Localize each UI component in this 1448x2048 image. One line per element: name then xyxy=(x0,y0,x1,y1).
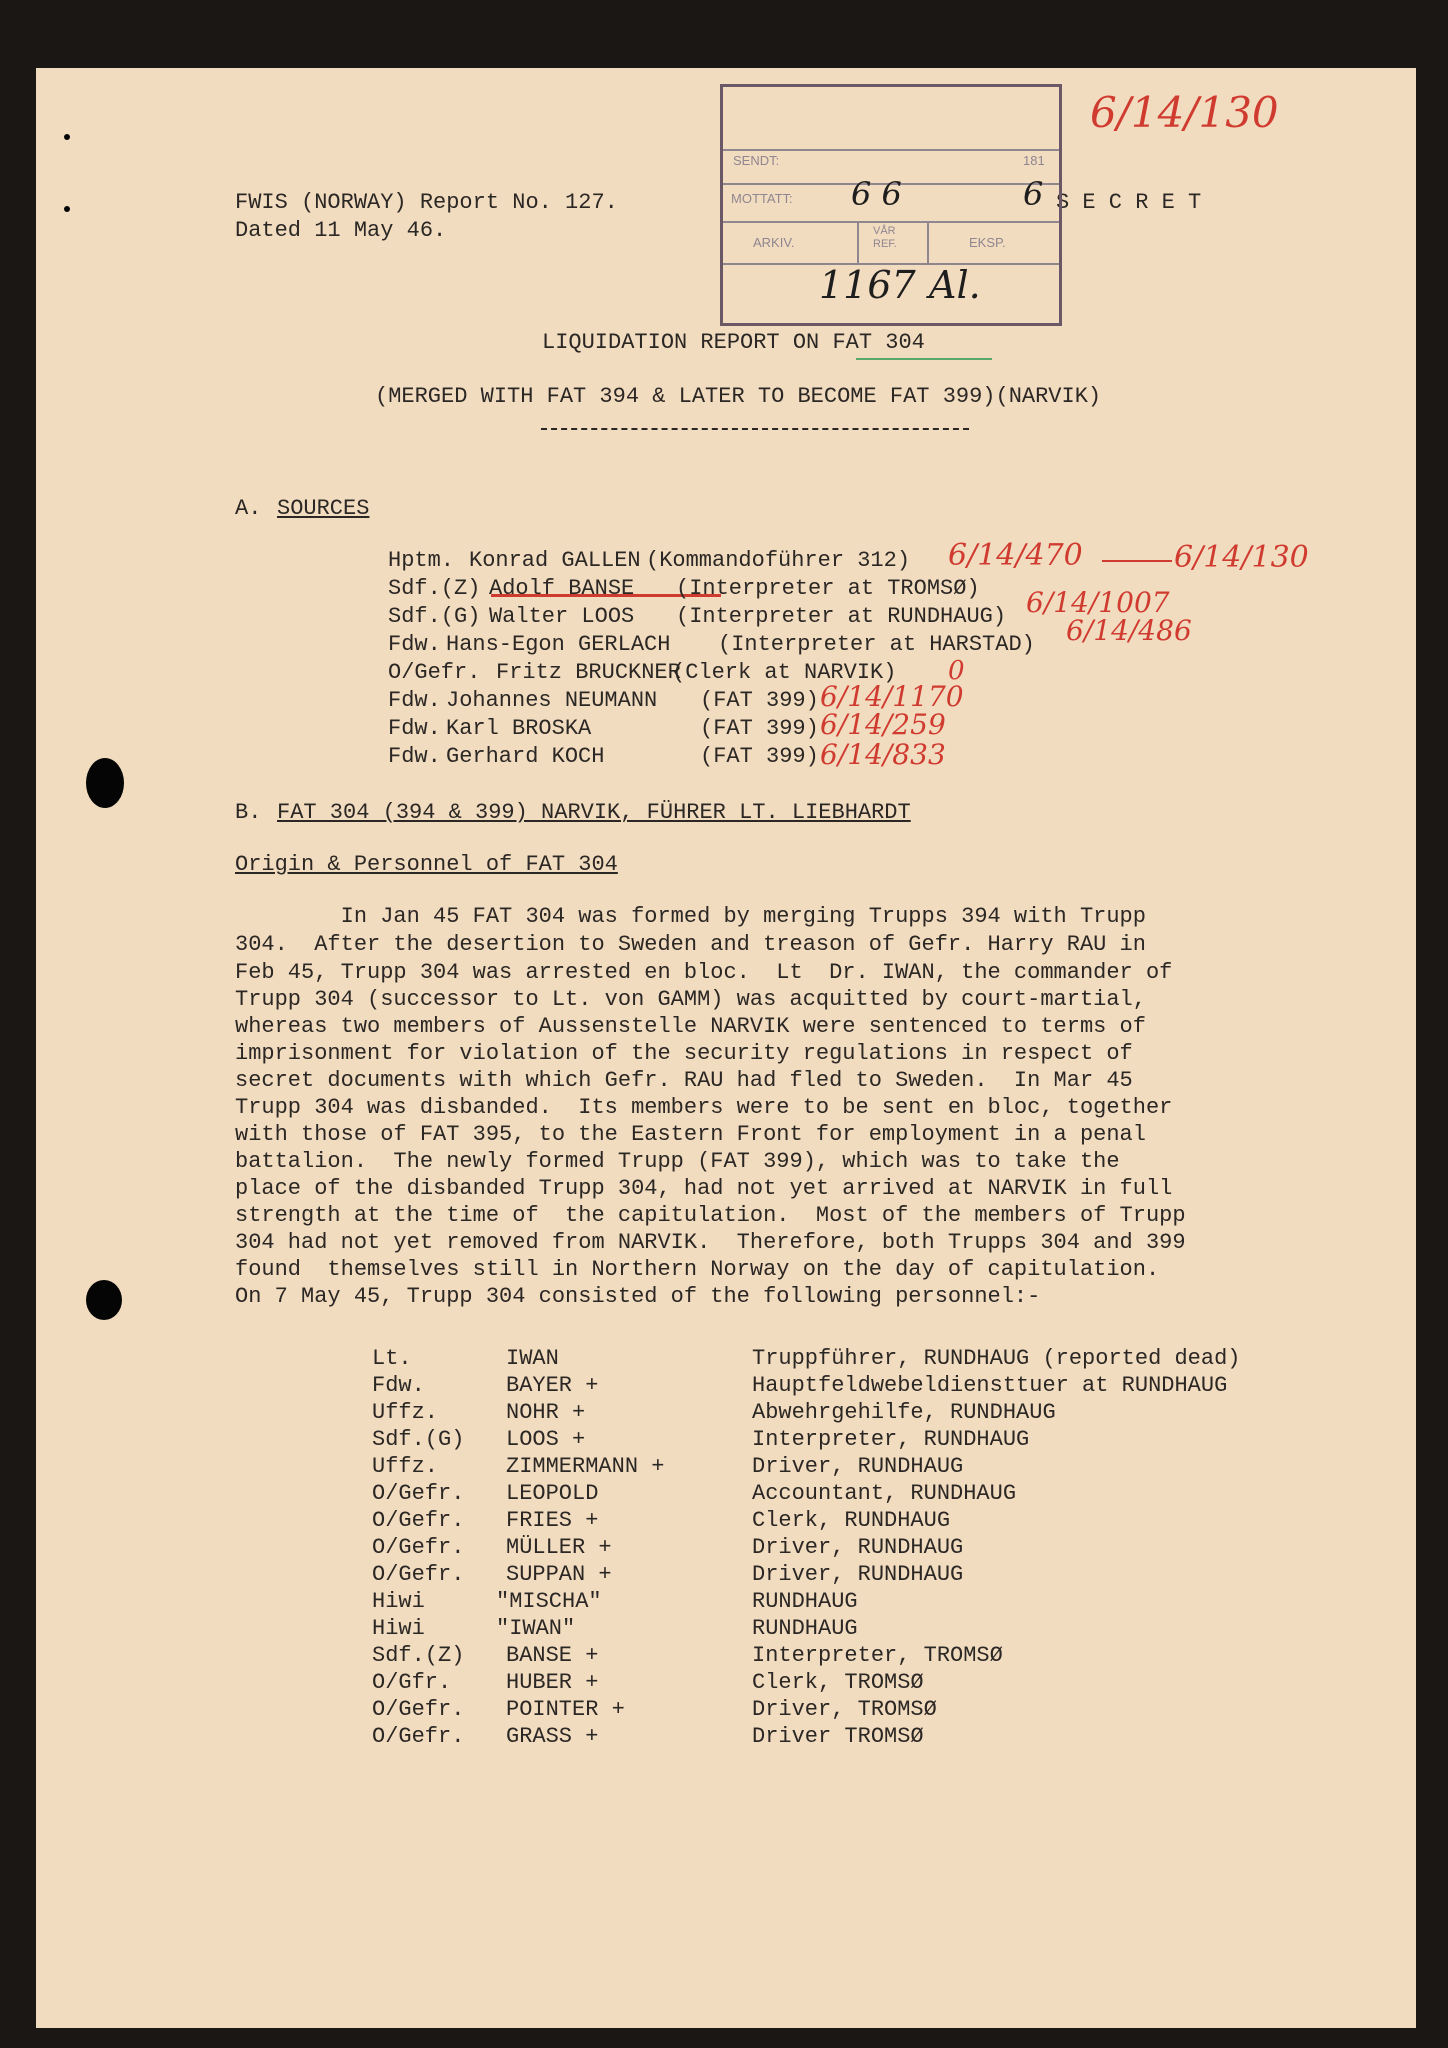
paragraph-line: with those of FAT 395, to the Eastern Front for employment in a penal xyxy=(235,1122,1146,1147)
personnel-rank: Sdf.(Z) xyxy=(372,1643,465,1668)
source-rank: O/Gefr. xyxy=(388,660,481,685)
personnel-rank: O/Gefr. xyxy=(372,1535,465,1560)
paragraph-line: place of the disbanded Trupp 304, had not yet arrived at NARVIK in full xyxy=(235,1176,1173,1201)
classification-label: S E C R E T xyxy=(1056,190,1202,215)
source-file-note: 6/14/259 xyxy=(820,708,946,741)
paragraph-line: strength at the time of the capitulation. Most of the members of Trupp xyxy=(235,1203,1186,1228)
source-rank: Fdw. xyxy=(388,632,441,657)
source-file-note: 6/14/1007 xyxy=(1026,586,1170,619)
paragraph-line: Trupp 304 (successor to Lt. von GAMM) was acquitted by court-martial, xyxy=(235,987,1146,1012)
personnel-name: "MISCHA" xyxy=(496,1589,602,1614)
personnel-duty: Abwehrgehilfe, RUNDHAUG xyxy=(752,1400,1056,1425)
section-b-heading: FAT 304 (394 & 399) NARVIK, FÜHRER LT. LIEBHARDT xyxy=(277,800,911,825)
section-a-letter: A. xyxy=(235,496,262,521)
personnel-rank: Hiwi xyxy=(372,1589,425,1614)
source-rank: Sdf.(G) xyxy=(388,604,481,629)
personnel-duty: Driver TROMSØ xyxy=(752,1724,924,1749)
report-date: Dated 11 May 46. xyxy=(235,218,447,243)
source-role: (Kommandoführer 312) xyxy=(646,548,911,573)
margin-mark xyxy=(64,206,70,212)
source-file-note-extra: 6/14/130 xyxy=(1174,540,1309,575)
personnel-rank: O/Gefr. xyxy=(372,1562,465,1587)
personnel-name: BAYER + xyxy=(506,1373,599,1398)
stamp-initials-handwritten: Al. xyxy=(929,263,981,307)
punch-hole-bottom xyxy=(86,1280,122,1320)
source-role: (Clerk at NARVIK) xyxy=(672,660,897,685)
received-stamp xyxy=(720,84,1062,326)
source-role: (FAT 399) xyxy=(700,716,819,741)
stamp-received-date-handwritten: 6 6 xyxy=(851,175,902,213)
personnel-rank: O/Gfr. xyxy=(372,1670,452,1695)
stamp-label-181: 181 xyxy=(1023,153,1045,168)
section-b-letter: B. xyxy=(235,800,262,825)
section-a-heading: SOURCES xyxy=(277,496,370,521)
file-number-handwritten: 6/14/130 xyxy=(1090,88,1279,137)
stamp-label-sendt: SENDT: xyxy=(733,153,780,168)
source-role: (Interpreter at RUNDHAUG) xyxy=(676,604,1007,629)
personnel-duty: RUNDHAUG xyxy=(752,1616,858,1641)
document-page xyxy=(36,68,1416,2028)
personnel-name: NOHR + xyxy=(506,1400,586,1425)
source-name: Hans-Egon GERLACH xyxy=(446,632,671,657)
personnel-name: ZIMMERMANN + xyxy=(506,1454,665,1479)
paragraph-line: Feb 45, Trupp 304 was arrested en bloc. Lt Dr. IWAN, the commander of xyxy=(235,960,1173,985)
red-dash-line xyxy=(1102,560,1172,562)
personnel-duty: Interpreter, TROMSØ xyxy=(752,1643,1003,1668)
paragraph-line: In Jan 45 FAT 304 was formed by merging Trupps 394 with Trupp xyxy=(235,904,1146,929)
personnel-name: LOOS + xyxy=(506,1427,586,1452)
personnel-name: MÜLLER + xyxy=(506,1535,612,1560)
report-title: LIQUIDATION REPORT ON FAT 304 xyxy=(542,330,925,355)
personnel-duty: Clerk, TROMSØ xyxy=(752,1670,924,1695)
source-name: Fritz BRUCKNER xyxy=(496,660,681,685)
personnel-name: GRASS + xyxy=(506,1724,599,1749)
subtitle-dashed-rule xyxy=(541,428,969,430)
stamp-label-var-ref: VÅR REF. xyxy=(873,225,897,250)
personnel-rank: O/Gefr. xyxy=(372,1697,465,1722)
paragraph-line: secret documents with which Gefr. RAU had fled to Sweden. In Mar 45 xyxy=(235,1068,1133,1093)
personnel-name: "IWAN" xyxy=(496,1616,576,1641)
stamp-label-mottatt: MOTTATT: xyxy=(731,191,793,206)
report-subtitle: (MERGED WITH FAT 394 & LATER TO BECOME FAT 399)(NARVIK) xyxy=(375,384,1102,409)
source-role: (FAT 399) xyxy=(700,688,819,713)
source-file-note: 6/14/470 xyxy=(948,538,1083,573)
source-rank: Hptm. xyxy=(388,548,455,573)
personnel-rank: O/Gefr. xyxy=(372,1481,465,1506)
personnel-rank: Sdf.(G) xyxy=(372,1427,465,1452)
source-name: Konrad GALLEN xyxy=(469,548,641,573)
source-name: Adolf BANSE xyxy=(489,576,635,601)
personnel-duty: Driver, TROMSØ xyxy=(752,1697,937,1722)
section-b-subheading: Origin & Personnel of FAT 304 xyxy=(235,852,618,877)
personnel-rank: Uffz. xyxy=(372,1400,439,1425)
personnel-duty: Clerk, RUNDHAUG xyxy=(752,1508,951,1533)
title-green-underline xyxy=(856,358,992,360)
paragraph-line: 304. After the desertion to Sweden and treason of Gefr. Harry RAU in xyxy=(235,932,1146,957)
personnel-rank: Hiwi xyxy=(372,1616,425,1641)
personnel-duty: Interpreter, RUNDHAUG xyxy=(752,1427,1030,1452)
paragraph-line: Trupp 304 was disbanded. Its members were to be sent en bloc, together xyxy=(235,1095,1173,1120)
paragraph-line: On 7 May 45, Trupp 304 consisted of the following personnel:- xyxy=(235,1284,1041,1309)
stamp-received-date-handwritten-2: 6 xyxy=(1023,175,1044,213)
personnel-name: SUPPAN + xyxy=(506,1562,612,1587)
personnel-rank: Lt. xyxy=(372,1346,412,1371)
personnel-name: FRIES + xyxy=(506,1508,599,1533)
source-role: (Interpreter at TROMSØ) xyxy=(676,576,980,601)
paragraph-line: whereas two members of Aussenstelle NARVIK were sentenced to terms of xyxy=(235,1014,1146,1039)
stamp-journal-number-handwritten: 1167 xyxy=(819,263,916,307)
source-rank: Fdw. xyxy=(388,688,441,713)
source-role: (FAT 399) xyxy=(700,744,819,769)
paragraph-line: found themselves still in Northern Norway on the day of capitulation. xyxy=(235,1257,1160,1282)
personnel-duty: Driver, RUNDHAUG xyxy=(752,1454,964,1479)
source-rank: Fdw. xyxy=(388,716,441,741)
source-name: Walter LOOS xyxy=(489,604,635,629)
personnel-duty: Accountant, RUNDHAUG xyxy=(752,1481,1017,1506)
personnel-rank: Uffz. xyxy=(372,1454,439,1479)
personnel-duty: RUNDHAUG xyxy=(752,1589,858,1614)
source-file-note: 6/14/833 xyxy=(820,738,946,771)
margin-mark xyxy=(64,134,70,140)
paragraph-line: 304 had not yet removed from NARVIK. Therefore, both Trupps 304 and 399 xyxy=(235,1230,1186,1255)
punch-hole-top xyxy=(86,758,124,808)
source-name: Gerhard KOCH xyxy=(446,744,605,769)
personnel-duty: Hauptfeldwebeldiensttuer at RUNDHAUG xyxy=(752,1373,1228,1398)
personnel-name: HUBER + xyxy=(506,1670,599,1695)
report-number: FWIS (NORWAY) Report No. 127. xyxy=(235,190,618,215)
stamp-label-eksp: EKSP. xyxy=(969,235,1006,250)
source-file-note: 6/14/486 xyxy=(1066,614,1192,647)
personnel-name: LEOPOLD xyxy=(506,1481,599,1506)
source-name: Karl BROSKA xyxy=(446,716,592,741)
personnel-rank: O/Gefr. xyxy=(372,1724,465,1749)
personnel-rank: O/Gefr. xyxy=(372,1508,465,1533)
personnel-name: IWAN xyxy=(506,1346,559,1371)
paragraph-line: imprisonment for violation of the security regulations in respect of xyxy=(235,1041,1133,1066)
personnel-name: POINTER + xyxy=(506,1697,625,1722)
paragraph-line: battalion. The newly formed Trupp (FAT 399), which was to take the xyxy=(235,1149,1120,1174)
stamp-label-arkiv: ARKIV. xyxy=(753,235,795,250)
personnel-duty: Truppführer, RUNDHAUG (reported dead) xyxy=(752,1346,1241,1371)
source-rank: Sdf.(Z) xyxy=(388,576,481,601)
source-rank: Fdw. xyxy=(388,744,441,769)
source-role: (Interpreter at HARSTAD) xyxy=(718,632,1035,657)
source-file-note: 6/14/1170 xyxy=(820,680,964,713)
personnel-rank: Fdw. xyxy=(372,1373,425,1398)
source-name: Johannes NEUMANN xyxy=(446,688,658,713)
personnel-duty: Driver, RUNDHAUG xyxy=(752,1562,964,1587)
personnel-name: BANSE + xyxy=(506,1643,599,1668)
personnel-duty: Driver, RUNDHAUG xyxy=(752,1535,964,1560)
source-file-note: 0 xyxy=(948,656,965,686)
